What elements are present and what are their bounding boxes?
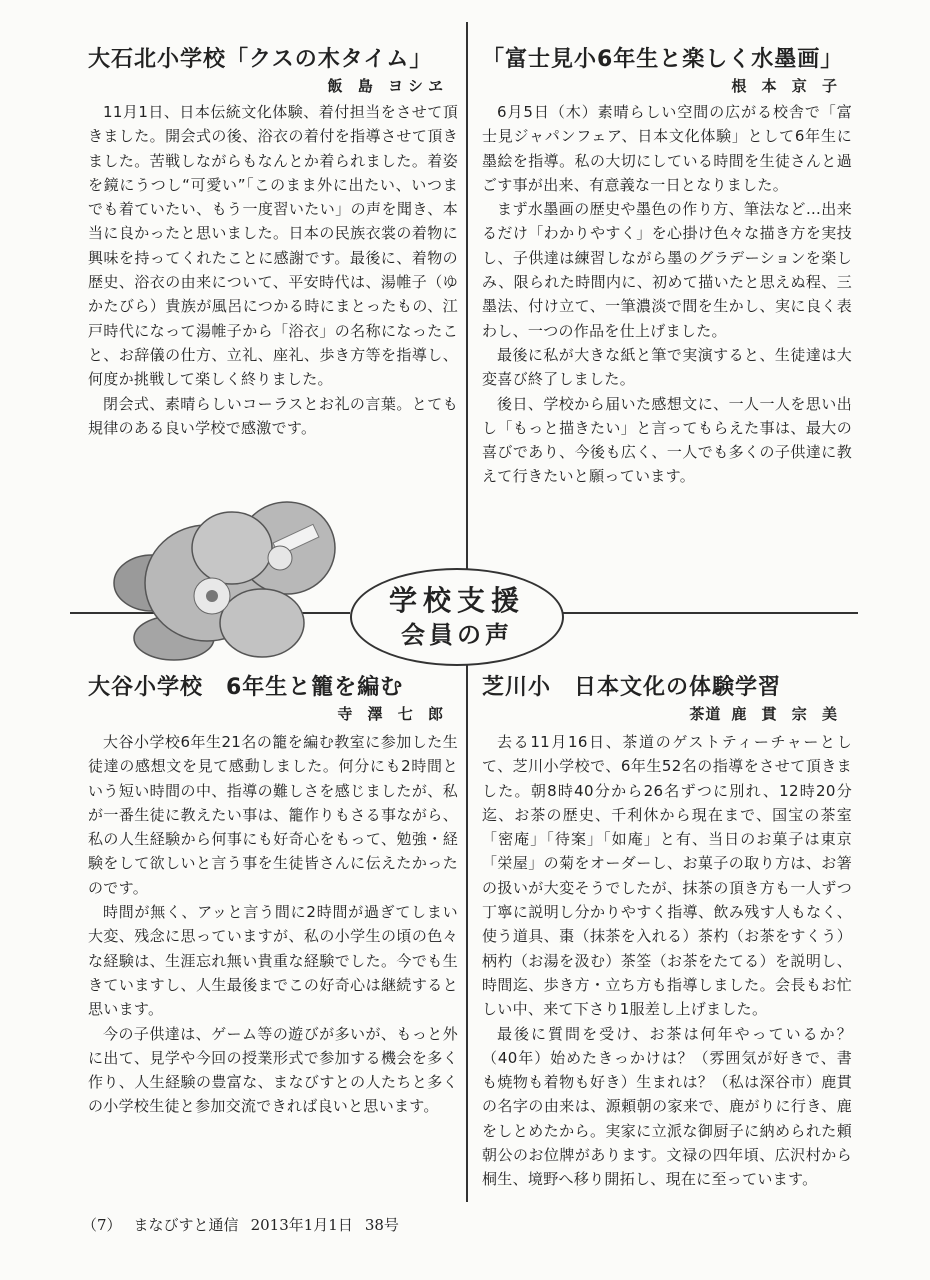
issue-date: 2013年1月1日: [250, 1216, 353, 1234]
article-title: 大石北小学校「クスの木タイム」: [88, 47, 433, 72]
paragraph: まず水墨画の歴史や墨色の作り方、筆法など…出来るだけ「わかりやすく」を心掛け色々な描き方を実技し、子供達は練習しながら墨のグラデーションを楽しみ、限られた時間内に、初めて描いたと思えぬ程、三墨法、付け立て、一筆濃淡で間を生かし、実に良く表わし、一つの作品を仕上げました。: [482, 200, 852, 340]
article-shibakawa: [482, 670, 852, 1192]
section-divider-right: [560, 612, 858, 614]
paragraph: 今の子供達は、ゲーム等の遊びが多いが、もっと外に出て、見学や今回の授業形式で参加する機会を多く作り、人生経験の豊富な、まなびすとの人たちと多くの小学校生徒と参加交流できれば良いと思います。: [88, 1024, 458, 1116]
article-body: [88, 730, 458, 1119]
article-title: 芝川小 日本文化の体験学習: [482, 675, 782, 700]
article-author: 鹿 貫 宗 美: [731, 705, 842, 723]
paragraph: 6月5日（木）素晴らしい空間の広がる校舎で「富士見ジャパンフェア、日本文化体験」として6年生に墨絵を指導。私の大切にしている時間を生徒さんと過ごす事が出来、有意義な一日となりました。: [482, 103, 852, 194]
page-footer: [82, 1214, 411, 1235]
publication-name: まなびすと通信: [133, 1216, 239, 1234]
camellia-flower-illustration: [112, 488, 362, 673]
article-otani: [88, 670, 458, 1119]
article-author-line: [482, 703, 842, 724]
paragraph: 大谷小学校6年生21名の籠を編む教室に参加した生徒達の感想文を見て感動しました。何分にも2時間という短い時間の中、指導の難しさを感じましたが、私が一番生徒に教えたい事は、籠作りもさる事ながら、私の人生経験から何事にも好奇心をもって、勉強・経験をして欲しいと言う事を生徒皆さんに伝えたかったのです。: [88, 733, 458, 897]
paragraph: 11月1日、日本伝統文化体験、着付担当をさせて頂きました。開会式の後、浴衣の着付を指導させて頂きました。苦戦しながらもなんとか着られました。着姿を鏡にうつし“可愛い”「このまま外に出たい、いつまでも着ていたい、もう一度習いたい」の声を聞き、本当に良かったと思いました。日本の民族衣裳の着物に興味を持ってくれたことに感謝です。最後に、着物の歴史、浴衣の由来について、平安時代は、湯帷子（ゆかたびら）貴族が風呂につかる時にまとったもの、江戸時代になって湯帷子から「浴衣」の名称になったこと、お辞儀の仕方、立礼、座礼、歩き方等を指導し、何度か挑戦して楽しく終りました。: [88, 103, 458, 389]
paragraph: 最後に質問を受け、お茶は何年やっているか？（40年）始めたきっかけは？（雰囲気が好きで、書も焼物も着物も好き）生まれは？（私は深谷市）鹿貫の名字の由来は、源頼朝の家来で、鹿がりに行き、鹿をしとめたから。実家に立派な御厨子に納められた頼朝公のお位牌があります。文禄の四年頃、広沢村から桐生、境野へ移り開拓し、現在に至っています。: [482, 1024, 852, 1189]
badge-line-1: 学校支援: [388, 584, 525, 617]
page-number: （7）: [82, 1216, 122, 1234]
article-author: 根 本 京 子: [731, 77, 842, 95]
issue-number: 38号: [364, 1216, 399, 1234]
article-fujimi: [482, 42, 852, 489]
article-author: 寺 澤 七 郎: [337, 705, 448, 723]
paragraph: 後日、学校から届いた感想文に、一人一人を思い出し「もっと描きたい」と言ってもらえた事は、最大の喜びであり、今後も広く、一人でも多くの子供達に教えて行きたいと願っています。: [482, 394, 852, 486]
badge-line-2: 会員の声: [401, 621, 513, 649]
article-title: 大谷小学校 6年生と籠を編む: [88, 675, 404, 700]
paragraph: 最後に私が大きな紙と筆で実演すると、生徒達は大変喜び終了しました。: [482, 345, 852, 389]
section-badge: [350, 568, 564, 666]
article-body: [482, 730, 852, 1192]
article-body: [482, 100, 852, 489]
article-author: 飯 島 ヨシヱ: [327, 77, 448, 95]
paragraph: 時間が無く、アッと言う間に2時間が過ぎてしまい大変、残念に思っていますが、私の小学生の頃の色々な経験は、生涯忘れ無い貴重な経験でした。今でも生きていますし、人生最後までこの好奇心は継続すると思います。: [88, 903, 458, 1019]
article-oishikita: [88, 42, 458, 440]
author-role: 茶道: [689, 705, 722, 723]
paragraph: 去る11月16日、茶道のゲストティーチャーとして、芝川小学校で、6年生52名の指導をさせて頂きました。朝8時40分から26名ずつに別れ、12時20分迄、お茶の歴史、千利休から現在まで、国宝の茶室「密庵」「待案」「如庵」と有、当日のお菓子は東京「栄屋」の菊をオーダーし、お菓子の取り方は、お箸の扱いが大変そうでしたが、抹茶の頂き方も一人ずつ丁寧に説明し分かりやすく指導、飲み残す人もなく、使う道具、棗（抹茶を入れる）茶杓（お茶をすくう）柄杓（お湯を汲む）茶筌（お茶をたてる）を説明し、時間迄、歩き方・立ち方も指導しました。会長もお忙しい中、来て下さり1服差し上げました。: [482, 733, 852, 1019]
article-body: [88, 100, 458, 440]
article-title: 「富士見小6年生と楽しく水墨画」: [482, 47, 844, 72]
paragraph: 閉会式、素晴らしいコーラスとお礼の言葉。とても規律のある良い学校で感激です。: [88, 394, 458, 437]
